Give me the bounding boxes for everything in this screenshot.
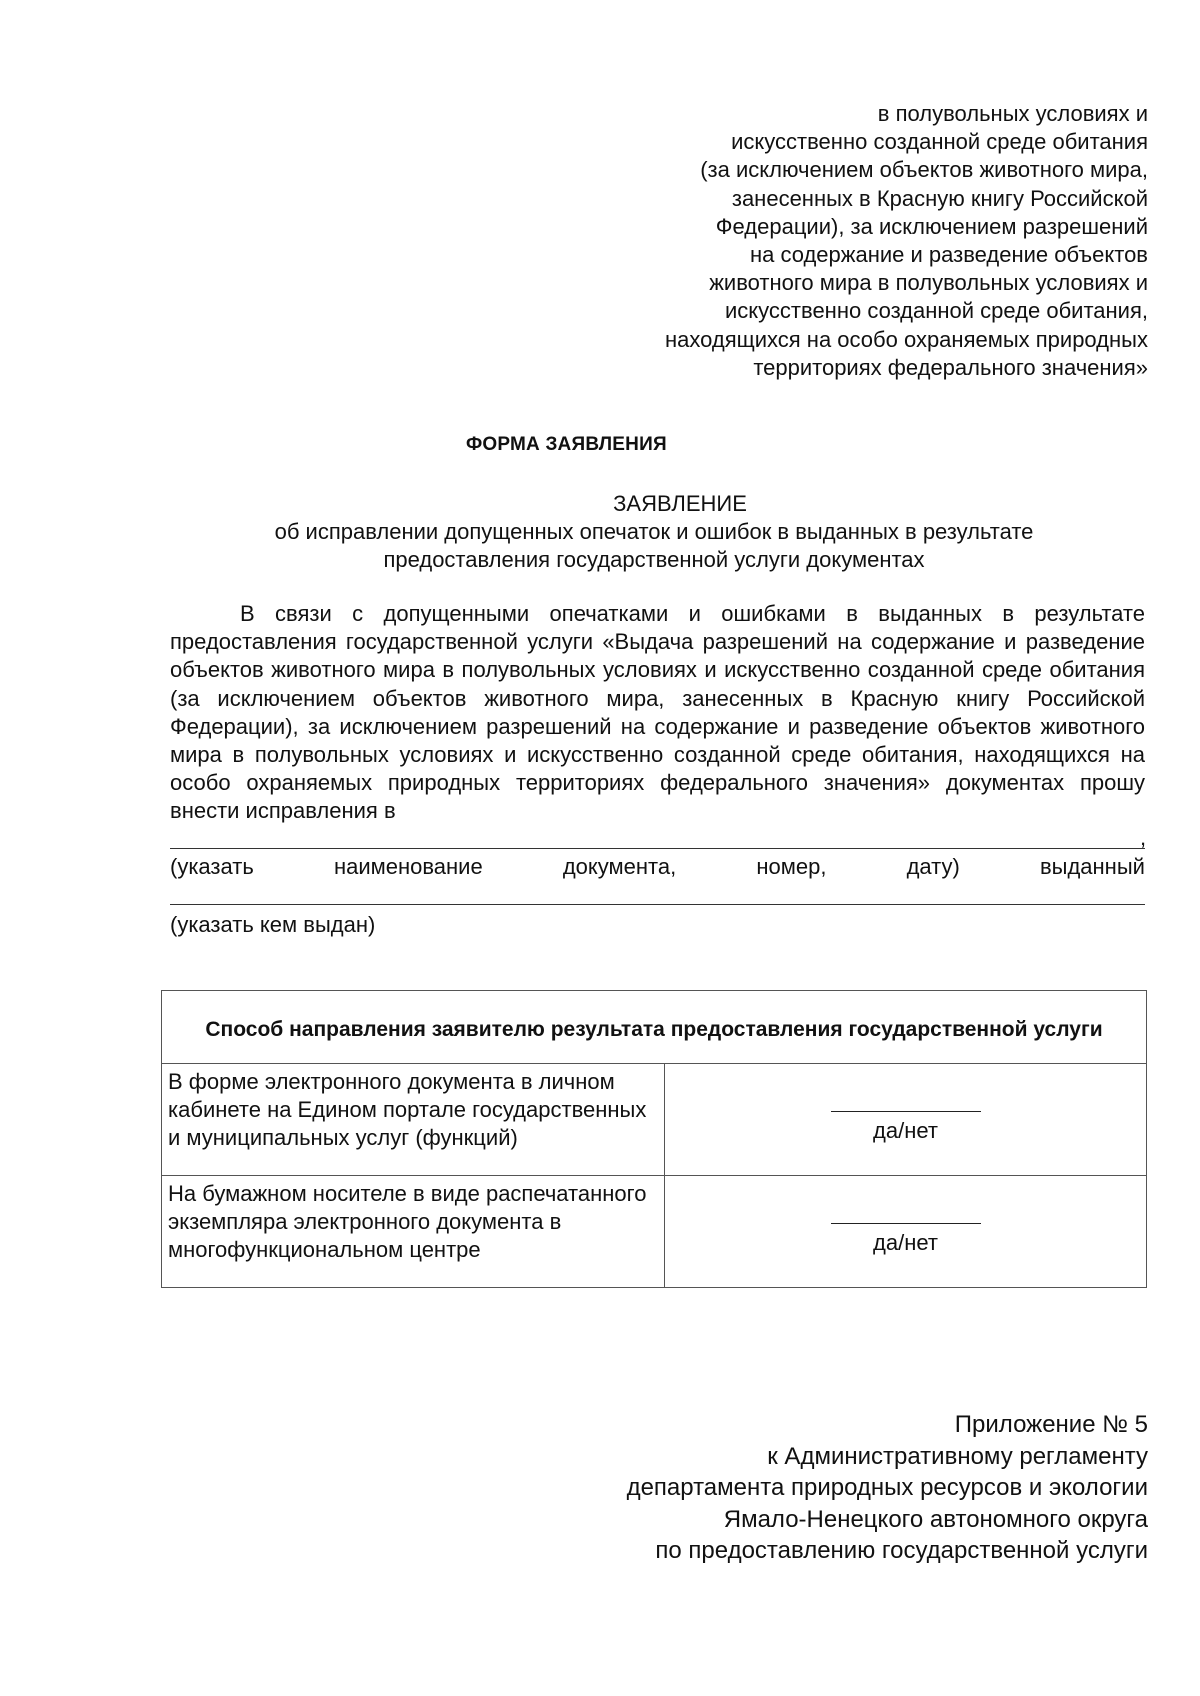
- header-line: занесенных в Красную книгу Российской: [731, 185, 1148, 211]
- header-line: на содержание и разведение объектов: [749, 242, 1148, 268]
- appendix-line: Приложение № 5: [954, 1411, 1148, 1438]
- fill-line-comma: ,: [1140, 825, 1147, 850]
- delivery-method-table: [161, 990, 1147, 1288]
- document-hint-row: [170, 854, 1145, 880]
- table-header: Способ направления заявителю результата предоставления государственной услуги: [162, 991, 1147, 1064]
- answer-cell[interactable]: [665, 1176, 1147, 1288]
- option-label: На бумажном носителе в виде распечатанного экземпляра электронного документа в многофункциональном центре: [162, 1176, 665, 1288]
- answer-hint: да/нет: [873, 1117, 938, 1143]
- header-line: животного мира в полувольных условиях и: [709, 270, 1148, 296]
- header-line: территориях федерального значения»: [753, 354, 1148, 380]
- header-line: Федерации), за исключением разрешений: [715, 213, 1148, 239]
- hint-word: выданный: [1039, 854, 1145, 879]
- hint-word: (указать: [170, 854, 254, 879]
- appendix-line: к Административному регламенту: [767, 1442, 1148, 1470]
- application-title: ЗАЯВЛЕНИЕ: [613, 491, 747, 516]
- form-title: ФОРМА ЗАЯВЛЕНИЯ: [466, 434, 667, 455]
- appendix-block: [627, 1409, 1148, 1567]
- header-reference-block: [588, 100, 1148, 382]
- appendix-line: Ямало-Ненецкого автономного округа: [723, 1505, 1148, 1533]
- answer-cell[interactable]: [665, 1064, 1147, 1176]
- hint-word: документа,: [562, 854, 677, 879]
- appendix-line: по предоставлению государственной услуги: [655, 1537, 1148, 1564]
- table-row: [162, 1176, 1147, 1288]
- table-header-row: [162, 991, 1147, 1064]
- document-name-fill-line[interactable]: [170, 848, 1145, 849]
- application-subtitle: [160, 518, 1148, 574]
- header-line: искусственно созданной среде обитания,: [725, 298, 1148, 324]
- header-line: в полувольных условиях и: [877, 101, 1148, 126]
- hint-word: дату): [906, 854, 960, 879]
- application-subtitle-line: об исправлении допущенных опечаток и ошибок в выданных в результате: [274, 519, 1034, 544]
- hint-word: номер,: [756, 854, 827, 879]
- application-body-paragraph: В связи с допущенными опечатками и ошибками в выданных в результате предоставления государственной услуги «Выдача разрешений на содержание и разведение объектов животного мира в полувольных условиях и искусственно созданной среде обитания (за исключением объектов животного мира, занесенных в Красную книгу Российской Федерации), за исключением разрешений на содержание и разведение объектов животного мира в полувольных условиях и искусственно созданной среде обитания, находящихся на особо охраняемых природных территориях федерального значения» документах прошу внести исправления в: [170, 601, 1145, 824]
- header-line: находящихся на особо охраняемых природных: [664, 326, 1148, 352]
- appendix-line: департамента природных ресурсов и экологии: [626, 1474, 1148, 1501]
- issuer-hint: (указать кем выдан): [170, 912, 376, 937]
- answer-hint: да/нет: [873, 1229, 938, 1255]
- option-label: В форме электронного документа в личном кабинете на Едином портале государственных и муниципальных услуг (функций): [162, 1064, 665, 1176]
- issuer-fill-line[interactable]: [170, 904, 1145, 905]
- header-line: искусственно созданной среде обитания: [731, 129, 1148, 155]
- hint-word: наименование: [333, 854, 483, 879]
- answer-fill-line[interactable]: [831, 1111, 981, 1112]
- answer-fill-line[interactable]: [831, 1223, 981, 1224]
- header-line: (за исключением объектов животного мира,: [700, 157, 1148, 183]
- table-row: [162, 1064, 1147, 1176]
- application-subtitle-line: предоставления государственной услуги документах: [383, 547, 925, 572]
